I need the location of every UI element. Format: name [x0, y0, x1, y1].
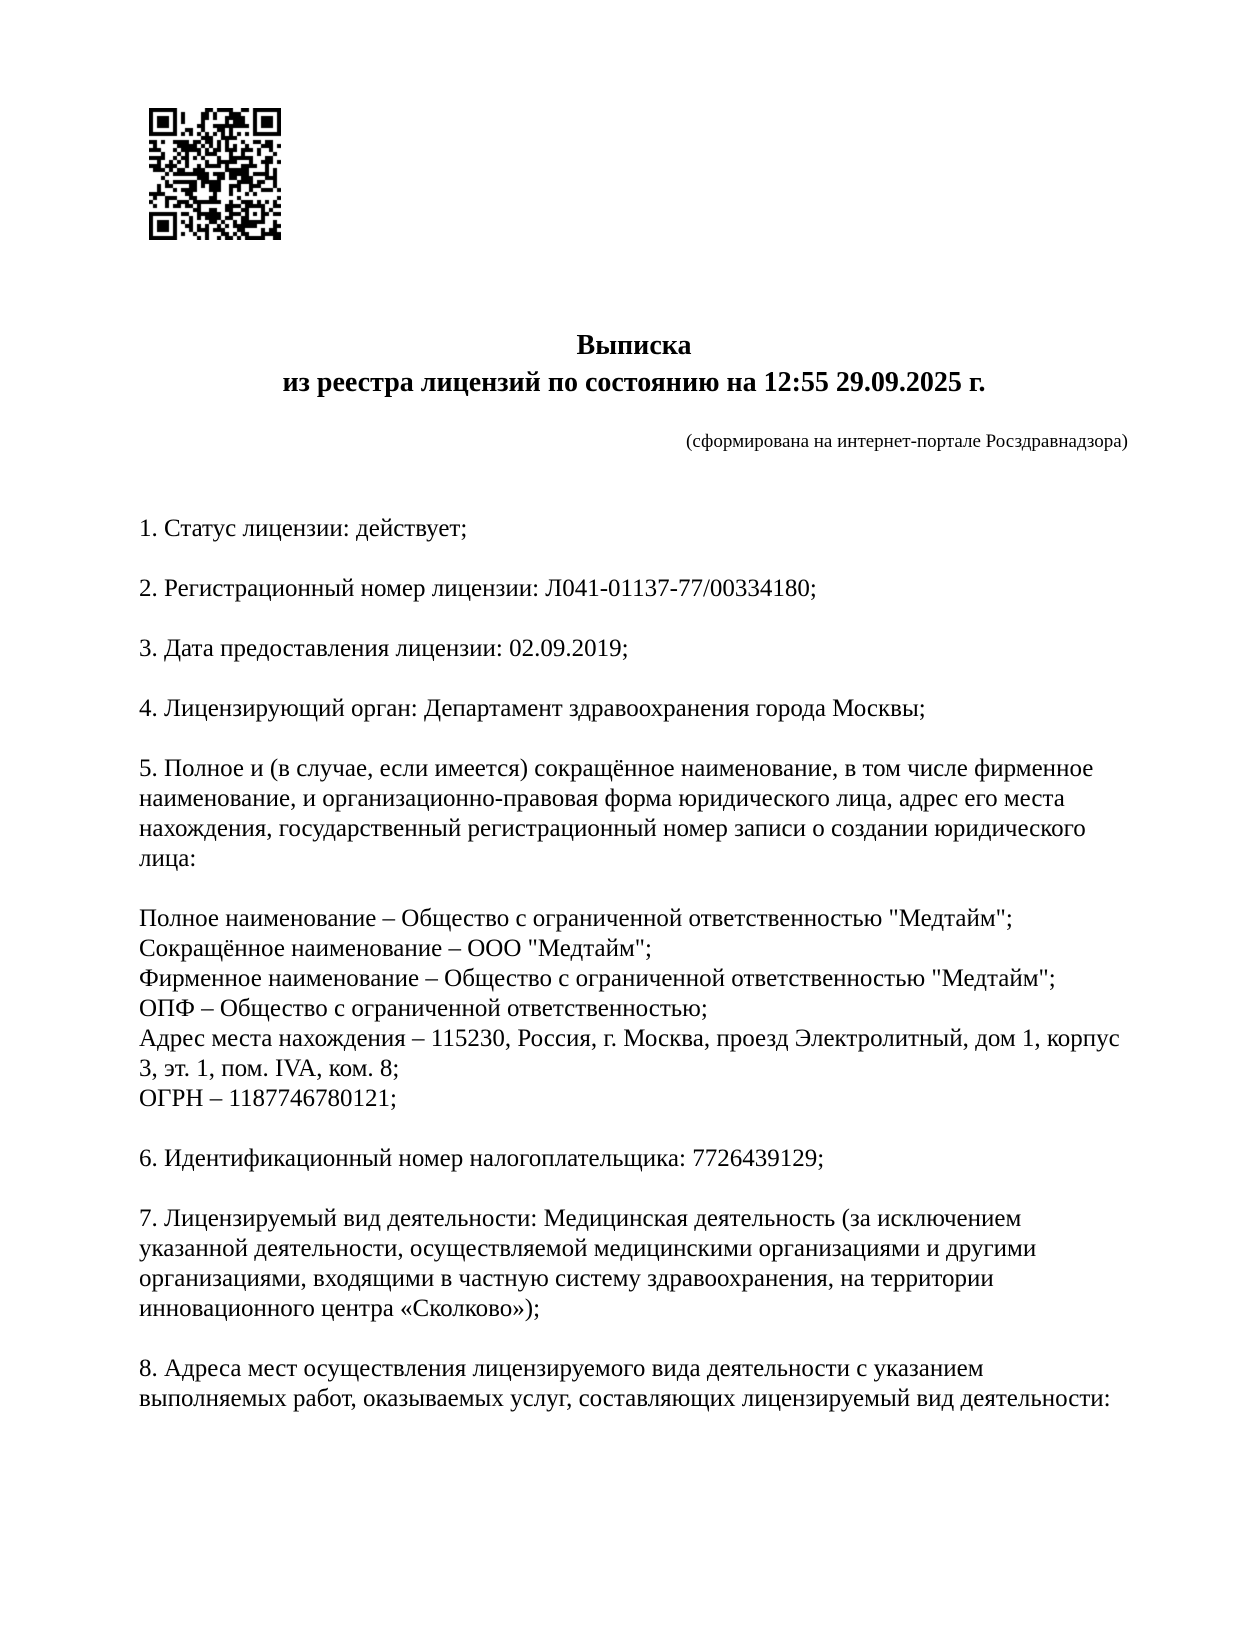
license-status-item: 1. Статус лицензии: действует;: [139, 515, 468, 542]
company-details-block: [139, 904, 1128, 1114]
page-title-line-2: из реестра лицензий по состоянию на 12:55 29.09.2025 г.: [282, 367, 986, 398]
company-short-name-line: Сокращённое наименование – ООО "Медтайм";: [139, 935, 652, 962]
licensed-activity-item: 7. Лицензируемый вид деятельности: Медицинская деятельность (за исключением указанной деятельности, осуществляемой медицинскими организациями и другими организациями, входящими в частную систему здравоохранения, на территории инновационного центра «Сколково»);: [139, 1205, 1037, 1322]
qr-code-icon: [149, 108, 281, 240]
page-title: [139, 327, 1129, 401]
company-full-name-line: Полное наименование – Общество с ограниченной ответственностью "Медтайм";: [139, 905, 1013, 932]
registration-number-item: 2. Регистрационный номер лицензии: Л041-01137-77/00334180;: [139, 575, 817, 602]
licensing-authority-item: 4. Лицензирующий орган: Департамент здравоохранения города Москвы;: [139, 695, 926, 722]
page-title-line-1: Выписка: [576, 330, 692, 361]
company-ogrn-line: ОГРН – 1187746780121;: [139, 1085, 397, 1112]
activity-addresses-item: 8. Адреса мест осуществления лицензируемого вида деятельности с указанием выполняемых работ, оказываемых услуг, составляющих лицензируемый вид деятельности:: [139, 1355, 1111, 1412]
company-brand-name-line: Фирменное наименование – Общество с ограниченной ответственностью "Медтайм";: [139, 965, 1056, 992]
taxpayer-inn-item: 6. Идентификационный номер налогоплательщика: 7726439129;: [139, 1145, 825, 1172]
document-body: [139, 514, 1128, 1444]
company-opf-line: ОПФ – Общество с ограниченной ответственностью;: [139, 995, 708, 1022]
grant-date-item: 3. Дата предоставления лицензии: 02.09.2019;: [139, 635, 629, 662]
generation-note: (сформирована на интернет-портале Росздравнадзора): [686, 431, 1128, 452]
entity-details-intro-item: 5. Полное и (в случае, если имеется) сокращённое наименование, в том числе фирменное наименование, и организационно-правовая форма юридического лица, адрес его места нахождения, государственный регистрационный номер записи о создании юридического лица:: [139, 755, 1094, 872]
company-address-line: Адрес места нахождения – 115230, Россия, г. Москва, проезд Электролитный, дом 1, корпус 3, эт. 1, пом. IVA, ком. 8;: [139, 1025, 1120, 1082]
